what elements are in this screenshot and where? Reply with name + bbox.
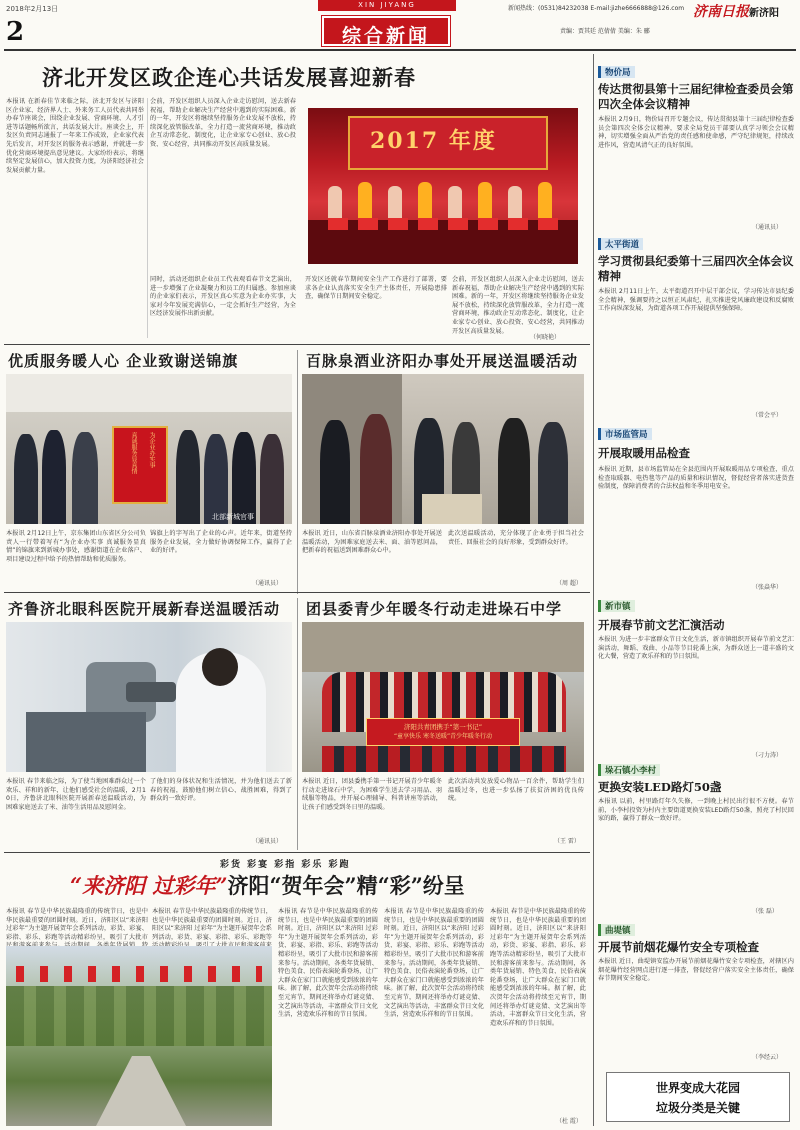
article-5-photo [6, 946, 272, 1126]
pennant-line-2: 真诚服务显真情 [130, 432, 137, 474]
article-2-photo [302, 374, 584, 524]
article-4-text-left: 本报讯 近日，团县委携手第一书记开展青少年暖冬行动走进垛石中学，为困难学生送去学习用品、羽绒服等物品，并开展心理辅导、科普讲座等活动，让孩子们感受到冬日里的温暖。 [302, 778, 442, 811]
article-1-byline: （通讯员） [252, 580, 283, 587]
red-lanterns [16, 966, 262, 982]
article-1-text-left: 本报讯 2月12日上午，京东集团山东省区分公司负责人一行带着写有“为企业办实事 真诚服务显真情”的锦旗来到新城办事处，感谢街道在企业落户、项目建设过程中给予的热情帮助和优质服务。 [6, 530, 146, 563]
banner-pennant [112, 426, 168, 504]
article-2 [298, 346, 590, 590]
article-2-text-left: 本报讯 近日，山东省百脉泉酒业济阳办事处开展送温暖活动，为困难家庭送去米、面、油等慰问品，把新春的祝福送到困难群众心中。 [302, 530, 442, 555]
article-5-byline: （杜 霞） [556, 1118, 582, 1125]
sidebar-byline-2: （常会平） [752, 412, 783, 419]
sidebar-text-4: 本报讯 为进一步丰富群众节日文化生活，新市镇组织开展春节前文艺汇演活动，舞蹈、戏曲、小品等节目轮番上演，为群众送上一道丰盛的文化大餐，营造了欢乐祥和的节日氛围。 [598, 636, 794, 661]
article-4-banner-line-2: “童享快乐 寒冬送暖”青少年暖冬行动 [393, 733, 493, 740]
article-3-byline: （通讯员） [252, 838, 283, 845]
section-title: 综合新闻 [341, 25, 430, 47]
article-3-title: 齐鲁济北眼科医院开展新春送温暖活动 [8, 600, 281, 618]
article-5-col3: 本报讯 春节是中华民族最隆重的传统节日，也是中华民族最重要的团圆时刻。近日，济阳区以“来济阳 过彩年”为主题开展贺年会系列活动，彩货、彩宴、彩指、彩乐、彩跑等活动精彩纷呈，吸引了大批市民和游客前来参与。活动期间，各类年货展销、特色美食、民俗表演轮番登场，让广大群众在家门口就能感受到浓浓的年味。据了解，此次贺年会活动将持续至元宵节，期间还将举办灯谜竞猜、文艺演出等活动，丰富群众节日文化生活，营造欢乐祥和的节日氛围。 [278, 908, 378, 1019]
article-2-byline: （周 超） [556, 580, 582, 587]
article-4-banner-line-1: 济阳共青团携手“第一书记” [403, 723, 483, 731]
article-5-intro: 本报讯 春节是中华民族最隆重的传统节日，也是中华民族最重要的团圆时刻。近日，济阳区以“来济阳 过彩年”为主题开展贺年会系列活动，彩货、彩宴、彩指、彩乐、彩跑等活动精彩纷呈，吸引了大批市 [6, 908, 148, 941]
article-1-photo [6, 374, 292, 524]
sidebar-tag-5: 垛石镇小李村 [598, 764, 660, 776]
path [96, 1056, 186, 1126]
section-title-box [322, 16, 450, 46]
date: 2018年2月13日 [6, 5, 59, 13]
sidebar-title-3: 开展取暖用品检查 [598, 446, 690, 460]
header-editors: 责编：贾其廷 范倩倩 美编：朱 郦 [560, 28, 650, 35]
sidebar-title-6: 开展节前烟花爆竹安全专项检查 [598, 940, 759, 954]
article-1-text-right: 锦旗上的字写出了企业的心声。近年来，街道坚持服务企业发展，全力做好协调保障工作，赢得了企业的好评。 [150, 530, 292, 555]
slogan-line-2: 垃圾分类是关键 [655, 1101, 740, 1115]
article-5-col4: 本报讯 春节是中华民族最隆重的传统节日，也是中华民族最重要的团圆时刻。近日，济阳区以“来济阳 过彩年”为主题开展贺年会系列活动，彩货、彩宴、彩指、彩乐、彩跑等活动精彩纷呈，吸引了大批市民和游客前来参与。活动期间，各类年货展销、特色美食、民俗表演轮番登场，让广大群众在家门口就能感受到浓浓的年味。据了解，此次贺年会活动将持续至元宵节，期间还将举办灯谜竞猜、文艺演出等活动，丰富群众节日文化生活，营造欢乐祥和的节日氛围。 [384, 908, 484, 1019]
sidebar-text-3: 本报讯 近期，县市场监管局在全县范围内开展取暖用品专项检查，重点检查取暖器、电热毯等产品的质量和标识情况，督促经营者落实进货查验制度，保障消费者的合法权益和冬季用电安全。 [598, 466, 794, 491]
article-2-title: 百脉泉酒业济阳办事处开展送温暖活动 [306, 352, 579, 370]
article-3-text-left: 本报讯 春节来临之际，为了使当地困难群众过一个欢乐、祥和的新年，让他们感受社会的温暖，2月10日，齐鲁济北眼科医院开展新春送温暖活动，为困难家庭送去了米、油等生活用品及慰问金。 [6, 778, 146, 811]
header-red-bar [318, 0, 456, 11]
sidebar-byline-1: （通讯员） [752, 224, 783, 231]
lead-col1: 本报讯 在新春佳节来临之际，济北开发区与济阳区企业家、经济界人士、外来务工人员代表共同举办春节座谈会，围绕企业发展、营商环境、人才引进等话题畅所欲言，共话发展大计。座谈会上，开发区负责同志通报了一年来工作成效，企业家代表先后发言，对开发区的服务表示感谢，并就进一步优化营商环境提出意见建议。大家纷纷表示，将继续坚定发展信心，加大投资力度，为济阳经济社会发展贡献力量。 [6, 98, 144, 174]
lead-photo [308, 108, 578, 264]
article-4-text-right: 此次活动共发放爱心物品一百余件，帮助学生们温暖过冬，也进一步弘扬了扶贫济困的优良传统。 [448, 778, 584, 803]
sidebar-byline-4: （刁力涛） [752, 752, 783, 759]
article-4 [298, 594, 590, 850]
sidebar-text-1: 本报讯 2月9日，物价局召开专题会议，传达贯彻县第十三届纪律检查委员会第四次全体会议精神，要求全局党员干部要认真学习领会会议精神，切实增强全面从严治党的责任感和使命感，严守纪律规矩，持续改进作风，营造风清气正的良好氛围。 [598, 116, 794, 149]
sidebar-tag-3: 市场监管局 [598, 428, 652, 440]
lead-title: 济北开发区政企连心共话发展喜迎新春 [42, 65, 416, 90]
sidebar-tag-2: 太平街道 [598, 238, 643, 250]
sidebar-byline-6: （李经云） [752, 1054, 783, 1061]
sidebar-title-1: 传达贯彻县第十三届纪律检查委员会第四次全体会议精神 [598, 82, 794, 111]
slogan-box [606, 1072, 790, 1122]
sidebar-byline-5: （张 磊） [752, 908, 778, 915]
article-5-col5: 本报讯 春节是中华民族最隆重的传统节日，也是中华民族最重要的团圆时刻。近日，济阳区以“来济阳 过彩年”为主题开展贺年会系列活动，彩货、彩宴、彩指、彩乐、彩跑等活动精彩纷呈，吸引了大批市民和游客前来参与。活动期间，各类年货展销、特色美食、民俗表演轮番登场，让广大群众在家门口就能感受到浓浓的年味。据了解，此次贺年会活动将持续至元宵节，期间还将举办灯谜竞猜、文艺演出等活动，丰富群众节日文化生活，营造欢乐祥和的节日氛围。 [490, 908, 586, 1027]
sidebar-title-5: 更换安装LED路灯50盏 [598, 780, 722, 794]
article-1-watermark: 北部新城官事 [212, 513, 254, 521]
article-3-photo [6, 622, 292, 772]
sidebar-text-2: 本报讯 2月11日上午，太平街道召开中层干部会议，学习传达市县纪委全会精神，强调要持之以恒正风肃纪，扎实推进党风廉政建设和反腐败工作向纵深发展，为街道各项工作开展提供坚强保障。 [598, 288, 794, 313]
article-2-text-right: 此次送温暖活动，充分体现了企业勇于担当社会责任、回报社会的良好形象，受到群众好评。 [448, 530, 584, 546]
article-4-byline: （王 雷） [554, 838, 580, 845]
sidebar-text-5: 本报讯 以前，村里路灯年久失修，一到晚上村民出行很不方便。春节前，小李村投资为村内主要街道更换安装LED路灯50盏，照亮了村民回家的路，赢得了群众一致好评。 [598, 798, 794, 823]
sidebar-title-4: 开展春节前文艺汇演活动 [598, 618, 725, 632]
header-pinyin: XIN JIYANG [358, 1, 416, 9]
sidebar-tag-6: 曲堤镇 [598, 924, 635, 936]
lead-article [0, 52, 590, 344]
article-4-photo [302, 622, 584, 772]
brand-black: 新济阳 [749, 8, 779, 19]
brand-logo [693, 1, 779, 21]
drummers [328, 178, 568, 238]
article-1-title: 优质服务暖人心 企业致谢送锦旗 [8, 352, 239, 370]
sidebar-byline-3: （张焱华） [752, 584, 783, 591]
sidebar-text-6: 本报讯 近日，曲堤镇安监办开展节前烟花爆竹安全专项检查，对辖区内烟花爆竹经营网点进行逐一排查，督促经营户落实安全主体责任，确保春节期间安全稳定。 [598, 958, 794, 983]
article-5-title [70, 870, 465, 900]
sidebar-tag-4: 新市镇 [598, 600, 635, 612]
sidebar-tag-1: 物价局 [598, 66, 635, 78]
article-4-title: 团县委青少年暖冬行动走进垛石中学 [306, 600, 563, 618]
article-3-text-right: 了他们的身体状况和生活情况，并为他们送去了新春的祝福，鼓励他们树立信心、战胜困难，得到了群众的一致好评。 [150, 778, 292, 803]
article-1 [0, 346, 296, 590]
lead-col4: 开发区还就春节期间安全生产工作进行了部署，要求各企业认真落实安全生产主体责任，开展隐患排查，确保节日期间安全稳定。 [305, 276, 447, 301]
header [0, 0, 800, 52]
article-5 [0, 854, 590, 1130]
pennant-line-1: 为企业办实事 [148, 432, 155, 468]
article-4-banner [366, 718, 520, 746]
brand-red: 济南日报 [693, 4, 749, 20]
lead-byline: （何晓艳） [530, 334, 561, 341]
page-number: 2 [6, 17, 25, 47]
header-rule [4, 49, 796, 51]
lead-col3: 同时，活动还组织企业员工代表观看春节文艺演出，进一步增强了企业凝聚力和员工的归属感。参加座谈的企业家们表示，开发区真心实意为企业办实事，大家对今年发展充满信心，一定会抓好生产经营，为全区经济发展作出新贡献。 [150, 276, 296, 318]
header-contact: 新闻热线：(0531)84232038 E-mail:jizhe6666888@126.com [508, 5, 685, 12]
article-5-col2-top: 本报讯 春节是中华民族最隆重的传统节日，也是中华民族最重要的团圆时刻。近日，济阳区以“来济阳 过彩年”为主题开展贺年会系列活动，彩货、彩宴、彩指、彩乐、彩跑等 [152, 908, 272, 941]
sidebar-title-2: 学习贯彻县纪委第十三届四次全体会议精神 [598, 254, 794, 283]
article-5-title-red: “来济阳 过彩年” [70, 873, 228, 898]
lead-col5: 会前，开发区组织人员深入企业走访慰问，送去新春祝福，帮助企业解决生产经营中遇到的实际困难。新的一年，开发区将继续坚持服务企业发展不放松，持续深化放管服改革，全力打造一流营商环境，推动政企互动常态化、制度化，让企业家专心创业、放心投资、安心经营，共同推动开发区高质量发展。 [452, 276, 584, 335]
article-5-kicker: 彩货 彩宴 彩指 彩乐 彩跑 [220, 860, 351, 870]
lead-col2: 会前，开发区组织人员深入企业走访慰问，送去新春祝福，帮助企业解决生产经营中遇到的实际困难。新的一年，开发区将继续坚持服务企业发展不放松，持续深化放管服改革，全力打造一流营商环境，推动政企互动常态化、制度化，让企业家专心创业、放心投资、安心经营，共同推动开发区高质量发展。 [150, 98, 296, 148]
article-3 [0, 594, 296, 850]
lead-photo-banner: 2017 年度 [370, 128, 497, 154]
slogan-line-1: 世界变成大花园 [655, 1081, 740, 1095]
article-5-title-black: 济阳“贺年会”精“彩”纷呈 [227, 873, 465, 898]
